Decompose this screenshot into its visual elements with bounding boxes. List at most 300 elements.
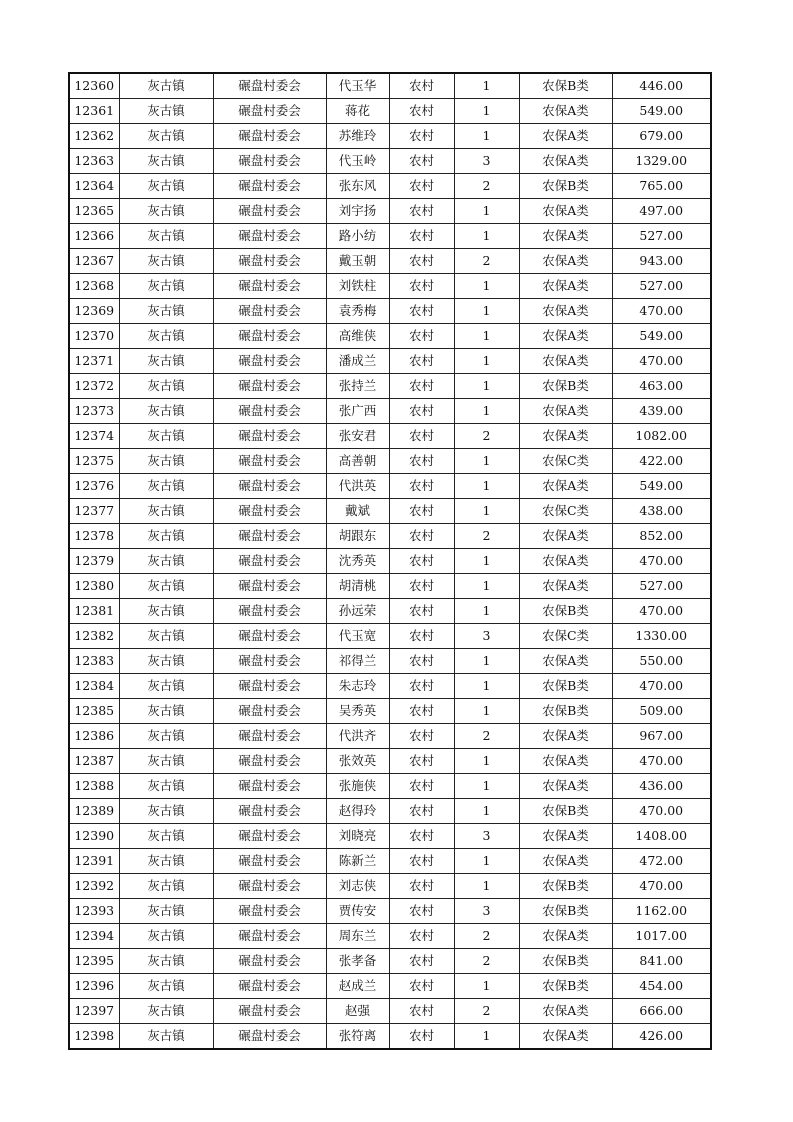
cell-name: 孙远荣 (326, 599, 389, 624)
cell-amount: 426.00 (612, 1024, 711, 1050)
cell-name: 胡清桃 (326, 574, 389, 599)
cell-village: 碾盘村委会 (213, 99, 326, 124)
cell-type: 农村 (389, 199, 454, 224)
cell-amount: 527.00 (612, 274, 711, 299)
cell-name: 代玉岭 (326, 149, 389, 174)
cell-amount: 527.00 (612, 574, 711, 599)
cell-household-size: 2 (454, 249, 519, 274)
cell-household-size: 1 (454, 349, 519, 374)
cell-name: 张符离 (326, 1024, 389, 1050)
cell-category: 农保A类 (519, 149, 612, 174)
cell-type: 农村 (389, 324, 454, 349)
cell-village: 碾盘村委会 (213, 624, 326, 649)
cell-town: 灰古镇 (119, 949, 213, 974)
cell-village: 碾盘村委会 (213, 524, 326, 549)
cell-town: 灰古镇 (119, 374, 213, 399)
cell-category: 农保B类 (519, 374, 612, 399)
data-table (68, 72, 712, 1050)
table-row (69, 749, 711, 774)
cell-type: 农村 (389, 724, 454, 749)
cell-id: 12385 (69, 699, 119, 724)
cell-type: 农村 (389, 949, 454, 974)
cell-type: 农村 (389, 874, 454, 899)
cell-name: 刘晓亮 (326, 824, 389, 849)
cell-category: 农保A类 (519, 249, 612, 274)
cell-type: 农村 (389, 674, 454, 699)
cell-category: 农保A类 (519, 724, 612, 749)
cell-town: 灰古镇 (119, 149, 213, 174)
cell-household-size: 1 (454, 774, 519, 799)
cell-amount: 765.00 (612, 174, 711, 199)
cell-category: 农保A类 (519, 424, 612, 449)
cell-id: 12365 (69, 199, 119, 224)
table-row (69, 624, 711, 649)
cell-name: 戴斌 (326, 499, 389, 524)
cell-amount: 454.00 (612, 974, 711, 999)
cell-village: 碾盘村委会 (213, 149, 326, 174)
cell-category: 农保B类 (519, 599, 612, 624)
cell-name: 赵强 (326, 999, 389, 1024)
cell-amount: 436.00 (612, 774, 711, 799)
cell-id: 12398 (69, 1024, 119, 1050)
cell-category: 农保A类 (519, 749, 612, 774)
cell-household-size: 2 (454, 924, 519, 949)
table-row (69, 649, 711, 674)
table-row (69, 399, 711, 424)
cell-household-size: 1 (454, 449, 519, 474)
cell-town: 灰古镇 (119, 674, 213, 699)
cell-village: 碾盘村委会 (213, 699, 326, 724)
cell-village: 碾盘村委会 (213, 999, 326, 1024)
cell-id: 12387 (69, 749, 119, 774)
table-row (69, 249, 711, 274)
table-row (69, 599, 711, 624)
table-row (69, 124, 711, 149)
cell-village: 碾盘村委会 (213, 549, 326, 574)
cell-town: 灰古镇 (119, 424, 213, 449)
cell-category: 农保B类 (519, 899, 612, 924)
cell-village: 碾盘村委会 (213, 924, 326, 949)
cell-type: 农村 (389, 349, 454, 374)
cell-household-size: 1 (454, 124, 519, 149)
table-row (69, 874, 711, 899)
cell-type: 农村 (389, 124, 454, 149)
table-row (69, 674, 711, 699)
cell-amount: 527.00 (612, 224, 711, 249)
cell-name: 沈秀英 (326, 549, 389, 574)
cell-id: 12396 (69, 974, 119, 999)
cell-town: 灰古镇 (119, 749, 213, 774)
table-row (69, 449, 711, 474)
cell-town: 灰古镇 (119, 924, 213, 949)
cell-id: 12382 (69, 624, 119, 649)
cell-village: 碾盘村委会 (213, 974, 326, 999)
cell-town: 灰古镇 (119, 699, 213, 724)
cell-type: 农村 (389, 999, 454, 1024)
cell-household-size: 1 (454, 874, 519, 899)
table-row (69, 724, 711, 749)
cell-town: 灰古镇 (119, 124, 213, 149)
cell-household-size: 3 (454, 624, 519, 649)
cell-town: 灰古镇 (119, 99, 213, 124)
cell-type: 农村 (389, 524, 454, 549)
cell-id: 12362 (69, 124, 119, 149)
cell-household-size: 2 (454, 174, 519, 199)
cell-category: 农保A类 (519, 549, 612, 574)
cell-name: 高善朝 (326, 449, 389, 474)
cell-category: 农保A类 (519, 849, 612, 874)
cell-id: 12391 (69, 849, 119, 874)
table-row (69, 1024, 711, 1050)
cell-household-size: 2 (454, 949, 519, 974)
cell-type: 农村 (389, 899, 454, 924)
cell-town: 灰古镇 (119, 999, 213, 1024)
cell-category: 农保A类 (519, 399, 612, 424)
cell-type: 农村 (389, 149, 454, 174)
cell-household-size: 3 (454, 149, 519, 174)
cell-category: 农保A类 (519, 649, 612, 674)
cell-village: 碾盘村委会 (213, 1024, 326, 1050)
cell-town: 灰古镇 (119, 574, 213, 599)
cell-id: 12367 (69, 249, 119, 274)
cell-category: 农保B类 (519, 874, 612, 899)
cell-name: 张孝备 (326, 949, 389, 974)
cell-name: 周东兰 (326, 924, 389, 949)
cell-village: 碾盘村委会 (213, 324, 326, 349)
cell-town: 灰古镇 (119, 624, 213, 649)
cell-category: 农保B类 (519, 174, 612, 199)
cell-name: 张效英 (326, 749, 389, 774)
table-row (69, 949, 711, 974)
cell-town: 灰古镇 (119, 499, 213, 524)
cell-type: 农村 (389, 174, 454, 199)
cell-name: 胡跟东 (326, 524, 389, 549)
cell-type: 农村 (389, 449, 454, 474)
table-row (69, 774, 711, 799)
cell-household-size: 1 (454, 499, 519, 524)
cell-household-size: 1 (454, 99, 519, 124)
cell-category: 农保A类 (519, 299, 612, 324)
cell-village: 碾盘村委会 (213, 374, 326, 399)
cell-type: 农村 (389, 649, 454, 674)
cell-amount: 470.00 (612, 874, 711, 899)
table-row (69, 549, 711, 574)
cell-village: 碾盘村委会 (213, 799, 326, 824)
cell-type: 农村 (389, 774, 454, 799)
cell-village: 碾盘村委会 (213, 399, 326, 424)
cell-town: 灰古镇 (119, 649, 213, 674)
cell-town: 灰古镇 (119, 724, 213, 749)
cell-town: 灰古镇 (119, 73, 213, 99)
table-row (69, 799, 711, 824)
cell-amount: 549.00 (612, 99, 711, 124)
cell-category: 农保A类 (519, 349, 612, 374)
cell-amount: 470.00 (612, 349, 711, 374)
cell-type: 农村 (389, 799, 454, 824)
cell-type: 农村 (389, 924, 454, 949)
cell-amount: 549.00 (612, 474, 711, 499)
cell-town: 灰古镇 (119, 249, 213, 274)
cell-amount: 1329.00 (612, 149, 711, 174)
cell-village: 碾盘村委会 (213, 574, 326, 599)
cell-town: 灰古镇 (119, 874, 213, 899)
cell-id: 12377 (69, 499, 119, 524)
cell-id: 12393 (69, 899, 119, 924)
cell-type: 农村 (389, 424, 454, 449)
cell-name: 张东风 (326, 174, 389, 199)
cell-village: 碾盘村委会 (213, 649, 326, 674)
cell-town: 灰古镇 (119, 549, 213, 574)
table-row (69, 974, 711, 999)
cell-type: 农村 (389, 499, 454, 524)
cell-household-size: 3 (454, 899, 519, 924)
cell-household-size: 1 (454, 549, 519, 574)
cell-village: 碾盘村委会 (213, 299, 326, 324)
table-row (69, 824, 711, 849)
table-row (69, 474, 711, 499)
cell-amount: 549.00 (612, 324, 711, 349)
cell-town: 灰古镇 (119, 299, 213, 324)
cell-town: 灰古镇 (119, 349, 213, 374)
cell-village: 碾盘村委会 (213, 674, 326, 699)
cell-amount: 470.00 (612, 749, 711, 774)
cell-household-size: 1 (454, 849, 519, 874)
cell-name: 张持兰 (326, 374, 389, 399)
cell-village: 碾盘村委会 (213, 274, 326, 299)
cell-name: 张安君 (326, 424, 389, 449)
cell-amount: 1408.00 (612, 824, 711, 849)
cell-type: 农村 (389, 73, 454, 99)
table-row (69, 149, 711, 174)
cell-id: 12373 (69, 399, 119, 424)
table-body (69, 73, 711, 1049)
cell-name: 吴秀英 (326, 699, 389, 724)
cell-name: 潘成兰 (326, 349, 389, 374)
cell-town: 灰古镇 (119, 274, 213, 299)
cell-village: 碾盘村委会 (213, 849, 326, 874)
table-row (69, 224, 711, 249)
cell-name: 蒋花 (326, 99, 389, 124)
cell-town: 灰古镇 (119, 599, 213, 624)
table-row (69, 999, 711, 1024)
cell-category: 农保A类 (519, 199, 612, 224)
cell-category: 农保B类 (519, 799, 612, 824)
cell-town: 灰古镇 (119, 174, 213, 199)
cell-type: 农村 (389, 974, 454, 999)
cell-category: 农保A类 (519, 774, 612, 799)
cell-household-size: 1 (454, 599, 519, 624)
cell-category: 农保B类 (519, 974, 612, 999)
cell-town: 灰古镇 (119, 449, 213, 474)
cell-village: 碾盘村委会 (213, 174, 326, 199)
cell-village: 碾盘村委会 (213, 249, 326, 274)
cell-village: 碾盘村委会 (213, 474, 326, 499)
cell-type: 农村 (389, 474, 454, 499)
cell-id: 12380 (69, 574, 119, 599)
cell-type: 农村 (389, 374, 454, 399)
cell-village: 碾盘村委会 (213, 199, 326, 224)
cell-category: 农保A类 (519, 124, 612, 149)
cell-household-size: 2 (454, 524, 519, 549)
cell-household-size: 1 (454, 974, 519, 999)
cell-type: 农村 (389, 274, 454, 299)
cell-id: 12395 (69, 949, 119, 974)
cell-amount: 422.00 (612, 449, 711, 474)
cell-household-size: 1 (454, 474, 519, 499)
cell-village: 碾盘村委会 (213, 724, 326, 749)
cell-id: 12381 (69, 599, 119, 624)
cell-household-size: 1 (454, 574, 519, 599)
cell-name: 刘铁柱 (326, 274, 389, 299)
cell-village: 碾盘村委会 (213, 774, 326, 799)
cell-amount: 509.00 (612, 699, 711, 724)
cell-name: 路小纺 (326, 224, 389, 249)
cell-name: 刘志侠 (326, 874, 389, 899)
cell-household-size: 2 (454, 999, 519, 1024)
cell-amount: 472.00 (612, 849, 711, 874)
cell-household-size: 1 (454, 324, 519, 349)
cell-town: 灰古镇 (119, 474, 213, 499)
cell-town: 灰古镇 (119, 524, 213, 549)
cell-amount: 1330.00 (612, 624, 711, 649)
table-row (69, 899, 711, 924)
cell-amount: 1162.00 (612, 899, 711, 924)
cell-household-size: 2 (454, 724, 519, 749)
cell-type: 农村 (389, 824, 454, 849)
cell-name: 赵成兰 (326, 974, 389, 999)
cell-household-size: 1 (454, 224, 519, 249)
cell-village: 碾盘村委会 (213, 124, 326, 149)
cell-category: 农保B类 (519, 699, 612, 724)
table-row (69, 849, 711, 874)
cell-household-size: 1 (454, 799, 519, 824)
cell-town: 灰古镇 (119, 199, 213, 224)
cell-household-size: 1 (454, 299, 519, 324)
cell-category: 农保A类 (519, 1024, 612, 1050)
table-row (69, 73, 711, 99)
cell-category: 农保A类 (519, 924, 612, 949)
table-row (69, 99, 711, 124)
cell-category: 农保A类 (519, 574, 612, 599)
table-row (69, 274, 711, 299)
cell-town: 灰古镇 (119, 224, 213, 249)
cell-amount: 470.00 (612, 799, 711, 824)
cell-type: 农村 (389, 749, 454, 774)
cell-household-size: 1 (454, 1024, 519, 1050)
cell-name: 朱志玲 (326, 674, 389, 699)
cell-name: 苏维玲 (326, 124, 389, 149)
cell-id: 12388 (69, 774, 119, 799)
cell-amount: 439.00 (612, 399, 711, 424)
cell-household-size: 1 (454, 73, 519, 99)
cell-type: 农村 (389, 299, 454, 324)
cell-household-size: 1 (454, 374, 519, 399)
cell-name: 陈新兰 (326, 849, 389, 874)
cell-household-size: 1 (454, 674, 519, 699)
cell-type: 农村 (389, 1024, 454, 1050)
cell-category: 农保B类 (519, 73, 612, 99)
cell-name: 代洪齐 (326, 724, 389, 749)
cell-village: 碾盘村委会 (213, 449, 326, 474)
table-row (69, 199, 711, 224)
cell-amount: 1017.00 (612, 924, 711, 949)
table-row (69, 174, 711, 199)
table-row (69, 349, 711, 374)
cell-household-size: 2 (454, 424, 519, 449)
cell-category: 农保B类 (519, 674, 612, 699)
cell-amount: 841.00 (612, 949, 711, 974)
cell-id: 12361 (69, 99, 119, 124)
table-row (69, 699, 711, 724)
cell-id: 12375 (69, 449, 119, 474)
cell-town: 灰古镇 (119, 1024, 213, 1050)
cell-id: 12363 (69, 149, 119, 174)
cell-household-size: 1 (454, 699, 519, 724)
cell-type: 农村 (389, 549, 454, 574)
cell-town: 灰古镇 (119, 774, 213, 799)
cell-village: 碾盘村委会 (213, 499, 326, 524)
cell-amount: 463.00 (612, 374, 711, 399)
cell-amount: 470.00 (612, 674, 711, 699)
cell-type: 农村 (389, 849, 454, 874)
cell-village: 碾盘村委会 (213, 824, 326, 849)
cell-village: 碾盘村委会 (213, 599, 326, 624)
cell-category: 农保A类 (519, 824, 612, 849)
cell-id: 12397 (69, 999, 119, 1024)
cell-amount: 550.00 (612, 649, 711, 674)
cell-name: 刘宇扬 (326, 199, 389, 224)
table-row (69, 574, 711, 599)
cell-village: 碾盘村委会 (213, 349, 326, 374)
table-row (69, 524, 711, 549)
table-row (69, 499, 711, 524)
cell-village: 碾盘村委会 (213, 749, 326, 774)
cell-village: 碾盘村委会 (213, 424, 326, 449)
cell-household-size: 1 (454, 649, 519, 674)
cell-amount: 470.00 (612, 299, 711, 324)
cell-category: 农保A类 (519, 274, 612, 299)
cell-town: 灰古镇 (119, 974, 213, 999)
cell-id: 12360 (69, 73, 119, 99)
cell-town: 灰古镇 (119, 324, 213, 349)
cell-category: 农保C类 (519, 449, 612, 474)
cell-name: 代洪英 (326, 474, 389, 499)
cell-name: 贾传安 (326, 899, 389, 924)
cell-id: 12394 (69, 924, 119, 949)
cell-id: 12379 (69, 549, 119, 574)
cell-amount: 470.00 (612, 599, 711, 624)
cell-village: 碾盘村委会 (213, 224, 326, 249)
cell-id: 12392 (69, 874, 119, 899)
cell-amount: 679.00 (612, 124, 711, 149)
cell-category: 农保A类 (519, 99, 612, 124)
cell-town: 灰古镇 (119, 799, 213, 824)
cell-id: 12372 (69, 374, 119, 399)
cell-id: 12378 (69, 524, 119, 549)
cell-category: 农保C类 (519, 499, 612, 524)
cell-name: 张施侠 (326, 774, 389, 799)
cell-village: 碾盘村委会 (213, 949, 326, 974)
cell-village: 碾盘村委会 (213, 874, 326, 899)
cell-amount: 497.00 (612, 199, 711, 224)
cell-type: 农村 (389, 599, 454, 624)
cell-household-size: 1 (454, 274, 519, 299)
cell-id: 12386 (69, 724, 119, 749)
cell-category: 农保A类 (519, 324, 612, 349)
cell-name: 戴玉朝 (326, 249, 389, 274)
cell-id: 12383 (69, 649, 119, 674)
cell-id: 12366 (69, 224, 119, 249)
